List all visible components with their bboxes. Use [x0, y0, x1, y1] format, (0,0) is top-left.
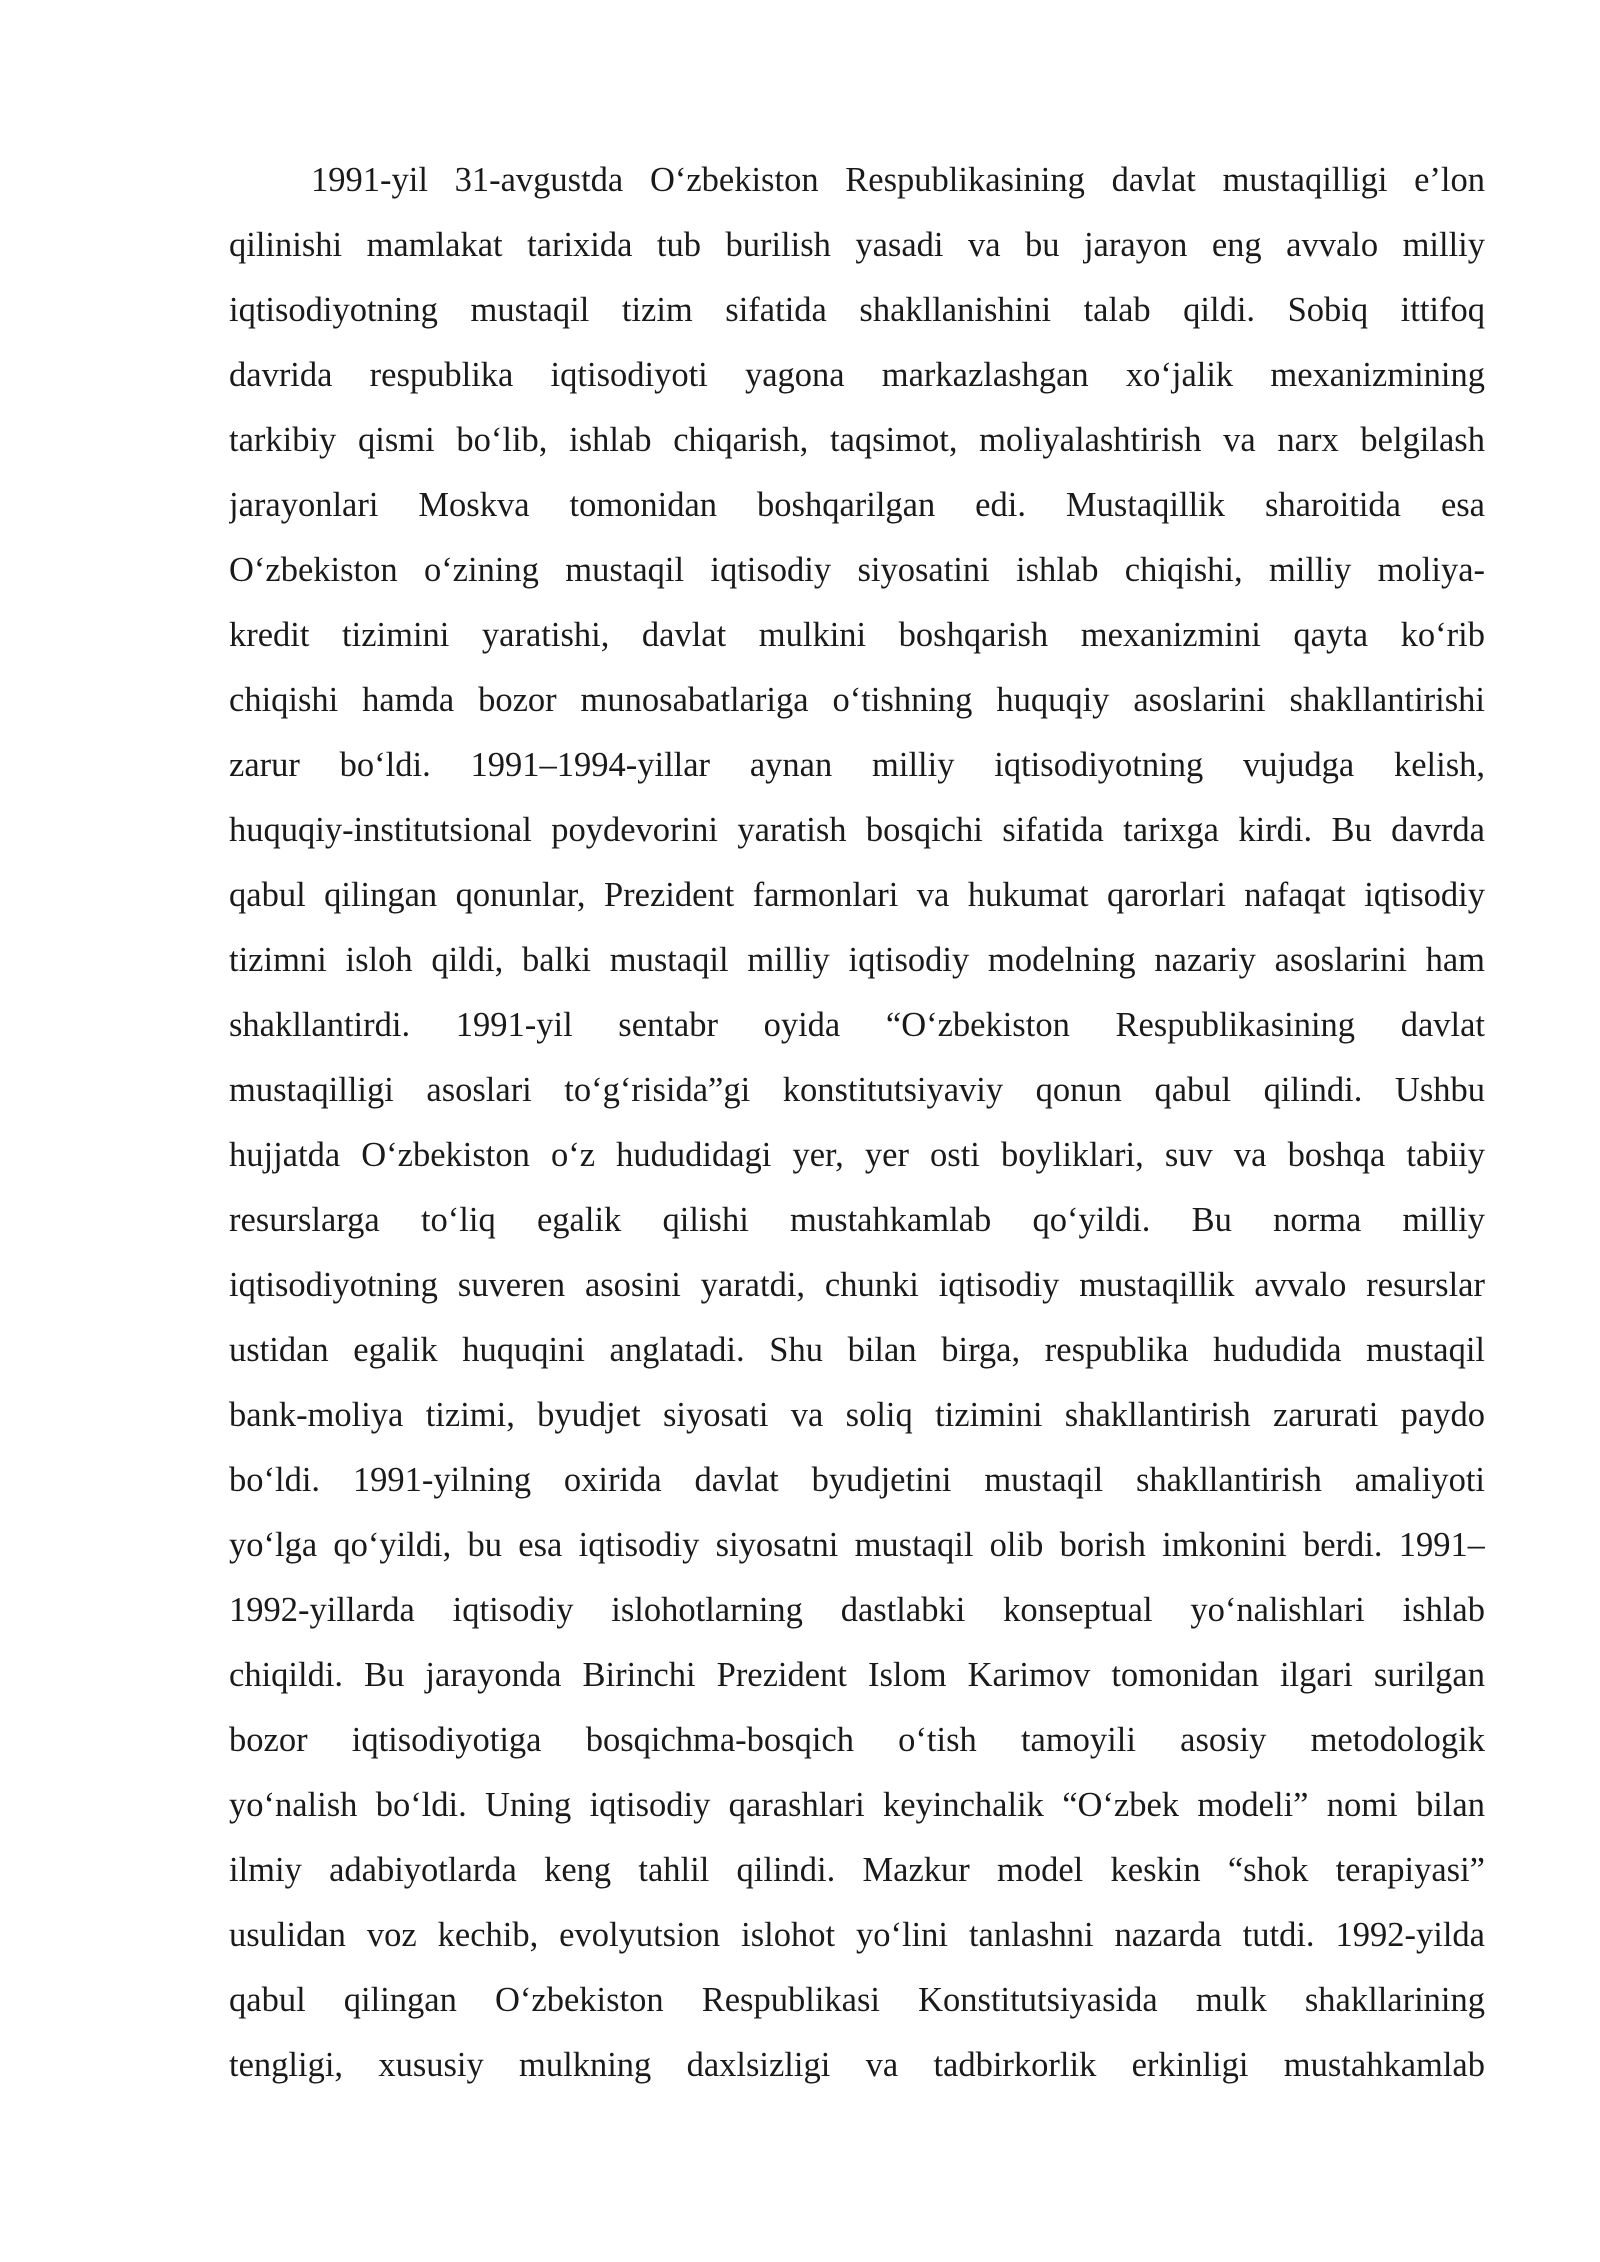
text-line: huquqiy-institutsional poydevorini yaratish bosqichi sifatida tarixga kirdi. Bu davrda — [229, 811, 1485, 849]
text-line: tengligi, xususiy mulkning daxlsizligi va tadbirkorlik erkinligi mustahkamlab — [229, 2046, 1485, 2084]
body-paragraph — [229, 148, 1485, 2098]
text-line: qilinishi mamlakat tarixida tub burilish yasadi va bu jarayon eng avvalo milliy — [229, 226, 1485, 264]
text-line: 1992-yillarda iqtisodiy islohotlarning dastlabki konseptual yo‘nalishlari ishlab — [229, 1591, 1485, 1629]
text-line: bank-moliya tizimi, byudjet siyosati va soliq tizimini shakllantirish zarurati paydo — [229, 1396, 1485, 1434]
text-line: 1991-yil 31-avgustda O‘zbekiston Respublikasining davlat mustaqilligi e’lon — [311, 161, 1485, 199]
text-line: resurslarga to‘liq egalik qilishi mustahkamlab qo‘yildi. Bu norma milliy — [229, 1201, 1485, 1239]
text-line: chiqishi hamda bozor munosabatlariga o‘tishning huquqiy asoslarini shakllantirishi — [229, 681, 1485, 719]
text-line: shakllantirdi. 1991-yil sentabr oyida “O‘zbekiston Respublikasining davlat — [229, 1006, 1485, 1044]
text-line: chiqildi. Bu jarayonda Birinchi Prezident Islom Karimov tomonidan ilgari surilgan — [229, 1656, 1485, 1694]
text-line: bozor iqtisodiyotiga bosqichma-bosqich o‘tish tamoyili asosiy metodologik — [229, 1721, 1485, 1759]
text-line: ilmiy adabiyotlarda keng tahlil qilindi. Mazkur model keskin “shok terapiyasi” — [229, 1851, 1485, 1889]
text-line: yo‘lga qo‘yildi, bu esa iqtisodiy siyosatni mustaqil olib borish imkonini berdi. 1991– — [229, 1526, 1485, 1564]
text-line: kredit tizimini yaratishi, davlat mulkini boshqarish mexanizmini qayta ko‘rib — [229, 616, 1485, 654]
text-line: ustidan egalik huquqini anglatadi. Shu bilan birga, respublika hududida mustaqil — [229, 1331, 1485, 1369]
text-line: bo‘ldi. 1991-yilning oxirida davlat byudjetini mustaqil shakllantirish amaliyoti — [229, 1461, 1485, 1499]
text-line: davrida respublika iqtisodiyoti yagona markazlashgan xo‘jalik mexanizmining — [229, 356, 1485, 394]
text-line: iqtisodiyotning suveren asosini yaratdi, chunki iqtisodiy mustaqillik avvalo resurslar — [229, 1266, 1485, 1304]
text-line: qabul qilingan O‘zbekiston Respublikasi Konstitutsiyasida mulk shakllarining — [229, 1981, 1485, 2019]
text-line: tarkibiy qismi bo‘lib, ishlab chiqarish, taqsimot, moliyalashtirish va narx belgilash — [229, 421, 1485, 459]
text-line: jarayonlari Moskva tomonidan boshqarilgan edi. Mustaqillik sharoitida esa — [229, 486, 1485, 524]
text-line: usulidan voz kechib, evolyutsion islohot yo‘lini tanlashni nazarda tutdi. 1992-yilda — [229, 1916, 1485, 1954]
text-line: qabul qilingan qonunlar, Prezident farmonlari va hukumat qarorlari nafaqat iqtisodiy — [229, 876, 1485, 914]
text-line: tizimni isloh qildi, balki mustaqil milliy iqtisodiy modelning nazariy asoslarini ham — [229, 941, 1485, 979]
text-line: O‘zbekiston o‘zining mustaqil iqtisodiy siyosatini ishlab chiqishi, milliy moliya- — [229, 551, 1485, 589]
text-line: mustaqilligi asoslari to‘g‘risida”gi konstitutsiyaviy qonun qabul qilindi. Ushbu — [229, 1071, 1485, 1109]
text-line: yo‘nalish bo‘ldi. Uning iqtisodiy qarashlari keyinchalik “O‘zbek modeli” nomi bilan — [229, 1786, 1485, 1824]
text-line: iqtisodiyotning mustaqil tizim sifatida shakllanishini talab qildi. Sobiq ittifoq — [229, 291, 1485, 329]
text-line: zarur bo‘ldi. 1991–1994-yillar aynan milliy iqtisodiyotning vujudga kelish, — [229, 746, 1485, 784]
text-line: hujjatda O‘zbekiston o‘z hududidagi yer, yer osti boyliklari, suv va boshqa tabiiy — [229, 1136, 1485, 1174]
